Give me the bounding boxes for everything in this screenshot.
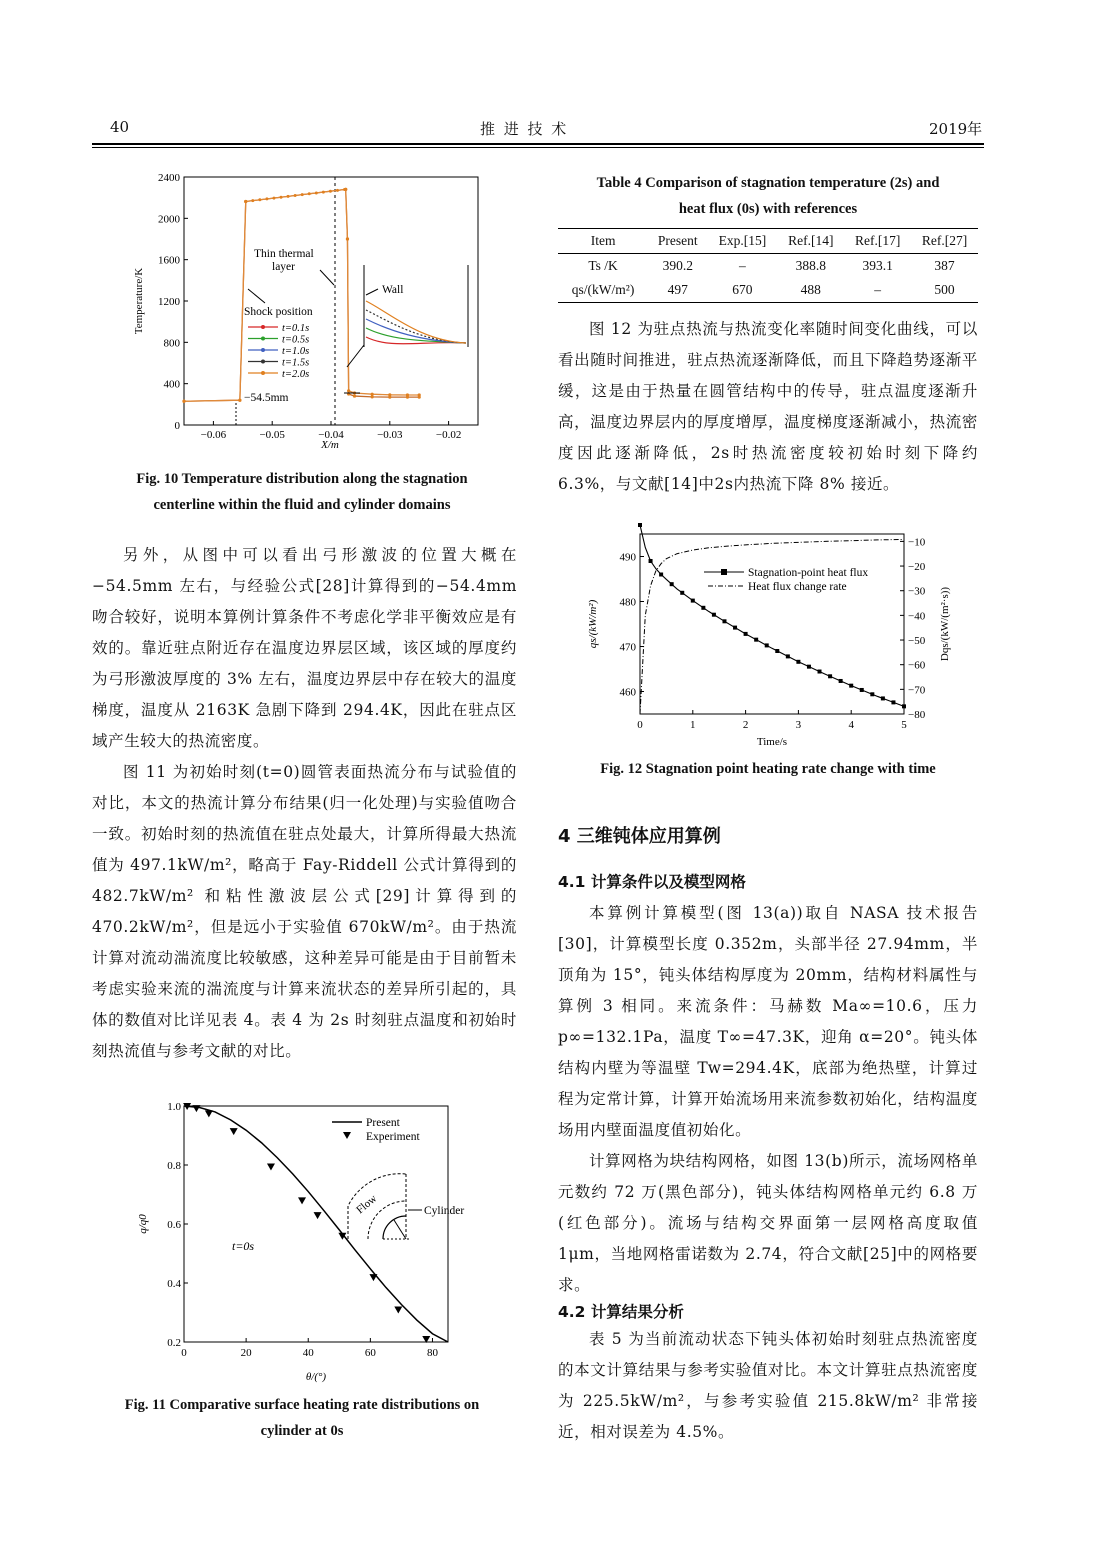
fig12-y-tick-label-right: −30 — [908, 585, 926, 598]
page-number: 40 — [110, 118, 130, 136]
fig10-data-point — [301, 193, 304, 196]
fig10-thin-layer-2: layer — [272, 261, 295, 273]
fig12-heat-flux-marker — [870, 692, 874, 696]
table-header: Ref.[27] — [921, 233, 968, 248]
fig12-heat-flux-marker — [828, 674, 832, 678]
fig12-heat-flux-marker — [712, 613, 716, 617]
table-cell: 387 — [934, 258, 955, 273]
fig11-y-tick-label: 0.2 — [167, 1337, 181, 1349]
fig10-data-point — [294, 194, 297, 197]
fig10-y-tick-label: 0 — [174, 420, 180, 432]
left-paragraphs — [92, 540, 517, 1067]
fig12-heat-flux-marker — [849, 684, 853, 688]
fig10-y-tick-label: 2400 — [158, 172, 180, 184]
table-cell: 497 — [667, 282, 688, 297]
fig10-x-tick-label: −0.04 — [318, 429, 344, 441]
fig12-heat-flux-marker — [638, 523, 642, 527]
fig11-experiment-point — [298, 1197, 306, 1204]
fig12-change-rate-line — [640, 539, 904, 714]
fig12-ylabel-left: qs/(kW/m²) — [587, 599, 599, 649]
table-header: Ref.[14] — [788, 233, 834, 248]
table-cell: 500 — [934, 282, 955, 297]
fig12-caption: Fig. 12 Stagnation point heating rate change with time — [600, 761, 936, 777]
fig12-heat-flux-marker — [839, 679, 843, 683]
right-paragraph-1: 图 12 为驻点热流与热流变化率随时间变化曲线，可以看出随时间推进，驻点热流逐渐降低，而且下降趋势逐渐平缓，这是由于热量在圆管结构中的传导，驻点温度逐渐升高，温度边界层内的厚度增厚，温度梯度逐渐减小，热流密度因此逐渐降低，2s时热流密度较初始时刻下降约 6.3%，与文献[14]中2s内热流下降 8% 接近。 — [558, 320, 978, 493]
section-4-1-heading: 4.1 计算条件以及模型网格 — [558, 873, 746, 891]
fig10-legend-label: t=0.1s — [282, 323, 310, 334]
fig12-heat-flux-marker — [670, 582, 674, 586]
fig10-legend-marker — [261, 325, 265, 329]
header-rule — [92, 143, 984, 145]
table-cell: Ts /K — [588, 258, 618, 273]
fig12-heat-flux-marker — [701, 606, 705, 610]
fig12-heat-flux-line — [640, 525, 904, 706]
left-paragraph-1: 另外，从图中可以看出弓形激波的位置大概在−54.5mm 左右，与经验公式[28]计算得到的−54.4mm 吻合较好，说明本算例计算条件不考虑化学非平衡效应是有效的。靠近驻点附近存在温度边界层区域，该区域的厚度约为弓形激波厚度的 3% 左右，温度边界层中存在较大的温度梯度，温度从 2163K 急剧下降到 294.4K，因此在驻点区域产生较大的热流密度。 — [92, 546, 517, 750]
fig11-x-tick-label: 0 — [181, 1347, 187, 1359]
fig11-legend-present: Present — [366, 1117, 400, 1129]
fig12-y-tick-label-right: −10 — [908, 536, 926, 549]
fig11-experiment-point — [230, 1128, 238, 1135]
fig10-y-tick-label: 800 — [163, 337, 180, 350]
fig11-legend-experiment: Experiment — [366, 1131, 420, 1143]
table-header: Item — [590, 233, 616, 248]
fig11-legend-marker — [343, 1132, 351, 1139]
fig12-heat-flux-marker — [775, 649, 779, 653]
fig10-data-point — [287, 195, 290, 198]
fig11-experiment-point — [192, 1105, 200, 1112]
fig12-y-tick-label-left: 470 — [619, 641, 636, 654]
fig11-y-tick-label: 0.6 — [167, 1219, 181, 1231]
fig11-ylabel: q/q0 — [137, 1214, 149, 1234]
fig12-y-tick-label-right: −70 — [908, 684, 926, 697]
fig12-x-tick-label: 0 — [637, 719, 643, 731]
fig10-y-tick-label: 400 — [163, 378, 180, 391]
fig11-caption-line1: Fig. 11 Comparative surface heating rate distributions on — [124, 1397, 480, 1413]
fig12-x-tick-label: 2 — [742, 719, 749, 731]
fig12-heat-flux-marker — [765, 643, 769, 647]
fig10-wall-label: Wall — [382, 284, 404, 296]
fig11-x-tick-label: 20 — [240, 1347, 252, 1359]
fig12-heat-flux-marker — [722, 619, 726, 623]
fig10-data-point — [258, 198, 261, 201]
fig10-x-tick-label: −0.06 — [200, 429, 227, 441]
fig10-data-point — [371, 393, 374, 396]
fig11-x-tick-label: 80 — [426, 1347, 438, 1359]
fig12-heat-flux-marker — [786, 654, 790, 658]
fig10-caption-line1: Fig. 10 Temperature distribution along the stagnation — [136, 471, 468, 487]
fig10-data-point — [280, 196, 283, 199]
fig10-data-point — [265, 197, 268, 200]
table-header: Present — [657, 233, 698, 248]
header-rule-thin — [92, 147, 984, 148]
fig10-data-point — [343, 188, 346, 191]
table-cell: 393.1 — [862, 258, 893, 273]
fig10-thin-layer-pointer — [320, 270, 334, 285]
fig11-caption-line2: cylinder at 0s — [260, 1423, 344, 1439]
fig12-heat-flux-marker — [659, 573, 663, 577]
fig10-inset — [364, 265, 468, 350]
fig11-x-tick-label: 60 — [364, 1347, 376, 1359]
fig10-data-point — [272, 197, 275, 200]
fig11-y-tick-label: 0.8 — [167, 1160, 181, 1172]
fig10-shock-label: Shock position — [244, 306, 313, 318]
fig12-y-tick-label-left: 490 — [619, 551, 636, 564]
fig10-legend-marker — [261, 337, 265, 341]
fig10-shock-position: −54.5mm — [244, 392, 289, 404]
fig10-data-point — [238, 399, 241, 402]
fig12-y-tick-label-right: −80 — [908, 709, 926, 721]
fig10-thin-layer-1: Thin thermal — [254, 248, 314, 260]
left-paragraph-2: 图 11 为初始时刻(t=0)圆管表面热流分布与试验值的对比，本文的热流计算分布结果(归一化处理)与实验值吻合一致。初始时刻的热流值在驻点处最大，计算所得最大热流值为 497.1kW/m²，略高于 Fay-Riddell 公式计算得到的 482.7kW/m² 和粘性激波层公式[29]计算得到的 470.2kW/m²，但是远小于实验值 670kW/m²。由于热流计算对流动湍流度比较敏感，这种差异可能是由于目前暂未考虑实验来流的湍流度与计算来流状态的差异所引起的，具体的数值对比详见表 4。表 4 为 2s 时刻驻点温度和初始时刻热流值与参考文献的对比。 — [92, 763, 517, 1060]
fig12-y-tick-label-left: 460 — [619, 686, 636, 699]
fig12-y-tick-label-right: −60 — [908, 659, 926, 672]
fig12-x-tick-label: 4 — [848, 719, 854, 731]
fig11-experiment-point — [267, 1163, 275, 1170]
fig10-x-tick-label: −0.05 — [259, 429, 285, 441]
fig10-data-point — [353, 394, 356, 397]
fig10-legend-label: t=1.0s — [282, 346, 310, 357]
fig10-x-tick-label: −0.03 — [377, 429, 403, 441]
fig12-y-tick-label-right: −20 — [908, 561, 926, 574]
fig12-legend-solid: Stagnation-point heat flux — [748, 567, 869, 579]
fig10-data-point — [406, 393, 409, 396]
fig12-heat-flux-marker — [796, 660, 800, 664]
table-row — [558, 278, 978, 303]
fig11-experiment-point — [369, 1274, 377, 1281]
table-cell: 670 — [732, 282, 753, 297]
fig10-legend-marker — [261, 348, 265, 352]
fig12-y-tick-label-right: −40 — [908, 610, 926, 623]
fig11-chart — [128, 1096, 465, 1388]
fig10-data-point — [322, 191, 325, 194]
fig10-y-tick-label: 1600 — [158, 254, 180, 267]
fig10-data-point — [347, 389, 350, 392]
fig10-legend-marker — [261, 371, 265, 375]
fig10-data-point — [182, 400, 185, 403]
fig12-heat-flux-marker — [680, 591, 684, 595]
fig12-legend-dash: Heat flux change rate — [748, 581, 847, 593]
fig12-heat-flux-marker — [691, 599, 695, 603]
fig12-heat-flux-marker — [649, 559, 653, 563]
fig12-heat-flux-marker — [902, 704, 906, 708]
journal-name: 推 进 技 术 — [480, 120, 569, 138]
fig12-x-tick-label: 3 — [795, 719, 802, 731]
fig12-heat-flux-marker — [754, 638, 758, 642]
table-cell: qs/(kW/m²) — [571, 282, 635, 297]
section-4-heading: 4 三维钝体应用算例 — [558, 826, 721, 847]
fig12-chart — [576, 528, 966, 753]
fig10-inset-arrow — [347, 345, 364, 367]
fig10-chart — [120, 165, 490, 460]
fig11-time-label: t=0s — [232, 1239, 255, 1253]
table4-title-line2: heat flux (0s) with references — [678, 201, 858, 217]
table-cell: – — [739, 258, 746, 273]
section-4-2-heading: 4.2 计算结果分析 — [558, 1303, 684, 1321]
fig12-heat-flux-marker — [807, 665, 811, 669]
fig12-ylabel-right: Dqs/(kW/(m²·s)) — [939, 586, 951, 662]
fig11-xlabel: θ/(°) — [305, 1371, 327, 1383]
section-4-1-paragraph-1: 本算例计算模型(图 13(a))取自 NASA 技术报告[30]，计算模型长度 0.352m，头部半径 27.94mm，半顶角为 15°，钝头体结构厚度为 20mm，结构材料属性与算例 3 相同。来流条件：马赫数 Ma∞=10.6，压力 p∞=132.1Pa，温度 T∞=47.3K，迎角 α=20°。钝头体结构内壁为等温壁 Tw=294.4K，底部为绝热壁，计算过程为定常计算，计算开始流场用来流参数初始化，结构温度场用内壁面温度值初始化。 — [558, 904, 978, 1139]
fig11-experiment-point — [314, 1212, 322, 1219]
fig12-legend-marker — [721, 569, 727, 575]
fig11-cylinder-label: Cylinder — [424, 1205, 465, 1217]
table-row — [558, 254, 978, 279]
fig11-y-tick-label: 0.4 — [167, 1278, 181, 1290]
fig10-x-tick-label: −0.02 — [435, 429, 462, 441]
fig12-heat-flux-marker — [733, 626, 737, 630]
section-4-1-paragraph-2: 计算网格为块结构网格，如图 13(b)所示，流场网格单元数约 72 万(黑色部分)，钝头体结构网格单元约 6.8 万(红色部分)。流场与结构交界面第一层网格高度取值 1μm，当地网格雷诺数为 2.74，符合文献[25]中的网格要求。 — [558, 1152, 978, 1294]
fig10-data-point — [308, 192, 311, 195]
header-year: 2019年 — [929, 120, 983, 138]
fig12-heat-flux-marker — [891, 700, 895, 704]
fig11-experiment-point — [394, 1307, 402, 1314]
fig10-data-point — [346, 237, 349, 240]
table4 — [558, 228, 978, 303]
fig10-data-point — [418, 393, 421, 396]
fig10-legend-label: t=0.5s — [282, 334, 310, 346]
fig10-ylabel: Temperature/K — [133, 267, 145, 335]
fig10-xlabel: X/m — [321, 439, 339, 451]
table-cell: 388.8 — [795, 258, 826, 273]
fig12-heat-flux-marker — [818, 670, 822, 674]
fig10-data-point — [336, 189, 339, 192]
fig12-y-tick-label-left: 480 — [619, 596, 636, 609]
fig12-heat-flux-marker — [744, 632, 748, 636]
table-header: Ref.[17] — [854, 233, 901, 248]
table-cell: – — [874, 282, 882, 297]
fig11-flow-label: Flow — [354, 1192, 380, 1217]
section-4-2-paragraph: 表 5 为当前流动状态下钝头体初始时刻驻点热流密度的本文计算结果与参考实验值对比。本文计算驻点热流密度为 225.5kW/m²，与参考实验值 215.8kW/m² 非常接近，相对误差为 4.5%。 — [558, 1330, 978, 1441]
section-4-1-text — [558, 898, 978, 1301]
table-cell: 390.2 — [662, 258, 693, 273]
fig12-xlabel: Time/s — [756, 736, 788, 748]
fig11-experiment-point — [205, 1110, 213, 1117]
fig12-heat-flux-marker — [881, 696, 885, 700]
fig12-plot-frame — [640, 534, 904, 714]
fig10-legend-label: t=1.5s — [282, 357, 310, 369]
fig12-y-tick-label-right: −50 — [908, 635, 926, 648]
fig10-data-point — [329, 190, 332, 193]
fig12-x-tick-label: 5 — [901, 719, 907, 731]
section-4-2-text — [558, 1324, 978, 1448]
fig12-heat-flux-marker — [860, 688, 864, 692]
fig10-data-point — [315, 191, 318, 194]
table-cell: 488 — [800, 282, 821, 297]
fig10-data-point — [244, 200, 247, 203]
fig10-y-tick-label: 2000 — [158, 213, 180, 226]
fig11-y-tick-label: 1.0 — [167, 1101, 181, 1113]
fig10-y-tick-label: 1200 — [158, 296, 180, 308]
fig10-data-point — [251, 199, 254, 202]
table4-title-line1: Table 4 Comparison of stagnation temperature (2s) and — [596, 175, 940, 191]
fig10-data-point — [388, 393, 391, 396]
fig11-x-tick-label: 40 — [302, 1347, 314, 1359]
fig10-legend-marker — [261, 360, 265, 364]
fig10-legend-label: t=2.0s — [282, 369, 310, 380]
fig10-caption-line2: centerline within the fluid and cylinder domains — [153, 497, 451, 513]
table-header: Exp.[15] — [718, 233, 767, 248]
fig12-x-tick-label: 1 — [690, 719, 696, 731]
